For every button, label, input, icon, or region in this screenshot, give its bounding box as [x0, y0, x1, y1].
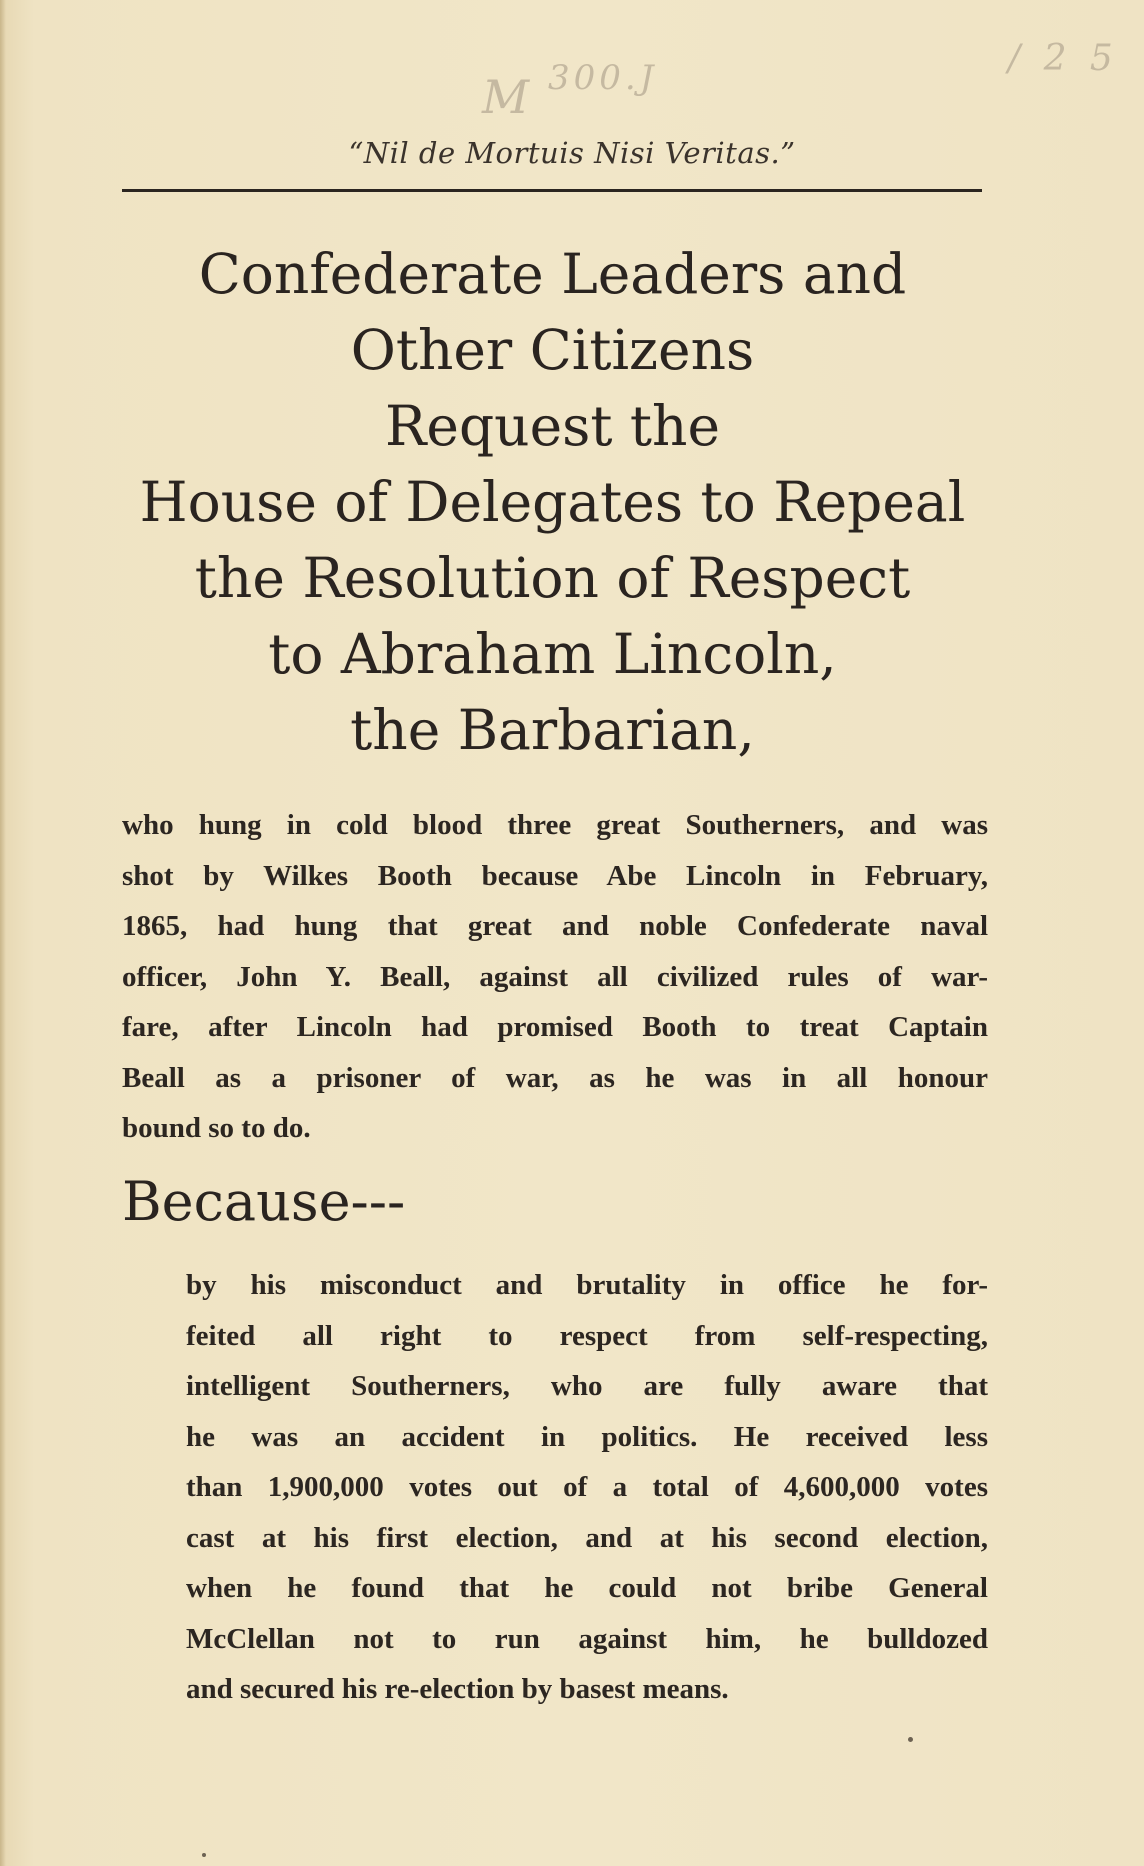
- body-line: than 1,900,000 votes out of a total of 4,600,000 votes: [186, 1471, 988, 1503]
- intro-line: fare, after Lincoln had promised Booth to treat Captain: [122, 1011, 988, 1043]
- intro-line: 1865, had hung that great and noble Confederate naval: [122, 910, 988, 942]
- title-line: to Abraham Lincoln,: [268, 622, 837, 686]
- body-line: and secured his re-election by basest means.: [186, 1673, 729, 1705]
- intro-line: officer, John Y. Beall, against all civilized rules of war-: [122, 960, 988, 993]
- intro-line: shot by Wilkes Booth because Abe Lincoln in February,: [122, 859, 988, 892]
- intro-paragraph: [122, 800, 988, 1154]
- body-line: he was an accident in politics. He received less: [186, 1420, 988, 1453]
- title-line: the Resolution of Respect: [194, 546, 911, 610]
- body-line: McClellan not to run against him, he bulldozed: [186, 1622, 988, 1655]
- because-heading: Because---: [122, 1170, 406, 1233]
- title-line: House of Delegates to Repeal: [139, 470, 966, 534]
- intro-line: Beall as a prisoner of war, as he was in all honour: [122, 1061, 988, 1094]
- pencil-annotation-number: 300.J: [548, 58, 658, 98]
- intro-line: bound so to do.: [122, 1112, 311, 1144]
- intro-line: who hung in cold blood three great Southerners, and was: [122, 809, 988, 841]
- title-line: Request the: [384, 394, 721, 458]
- body-line: intelligent Southerners, who are fully aware that: [186, 1370, 988, 1402]
- header-rule: [122, 189, 982, 192]
- pencil-annotation-letter: M: [482, 70, 530, 124]
- title-line: the Barbarian,: [350, 698, 755, 762]
- body-line: feited all right to respect from self-respecting,: [186, 1319, 988, 1352]
- pencil-annotation-corner: / 2 5: [1008, 38, 1119, 79]
- body-line: cast at his first election, and at his second election,: [186, 1521, 988, 1554]
- paper-speck: [202, 1853, 206, 1857]
- page-title: [100, 236, 1005, 768]
- body-line: by his misconduct and brutality in office he for-: [186, 1269, 988, 1301]
- body-line: when he found that he could not bribe General: [186, 1572, 988, 1604]
- title-line: Confederate Leaders and: [198, 242, 907, 306]
- paper-speck: [908, 1737, 913, 1742]
- latin-motto: “Nil de Mortuis Nisi Veritas.”: [348, 136, 796, 170]
- page-binding-edge: [0, 0, 6, 1866]
- because-paragraph: [186, 1260, 988, 1715]
- title-line: Other Citizens: [350, 318, 755, 382]
